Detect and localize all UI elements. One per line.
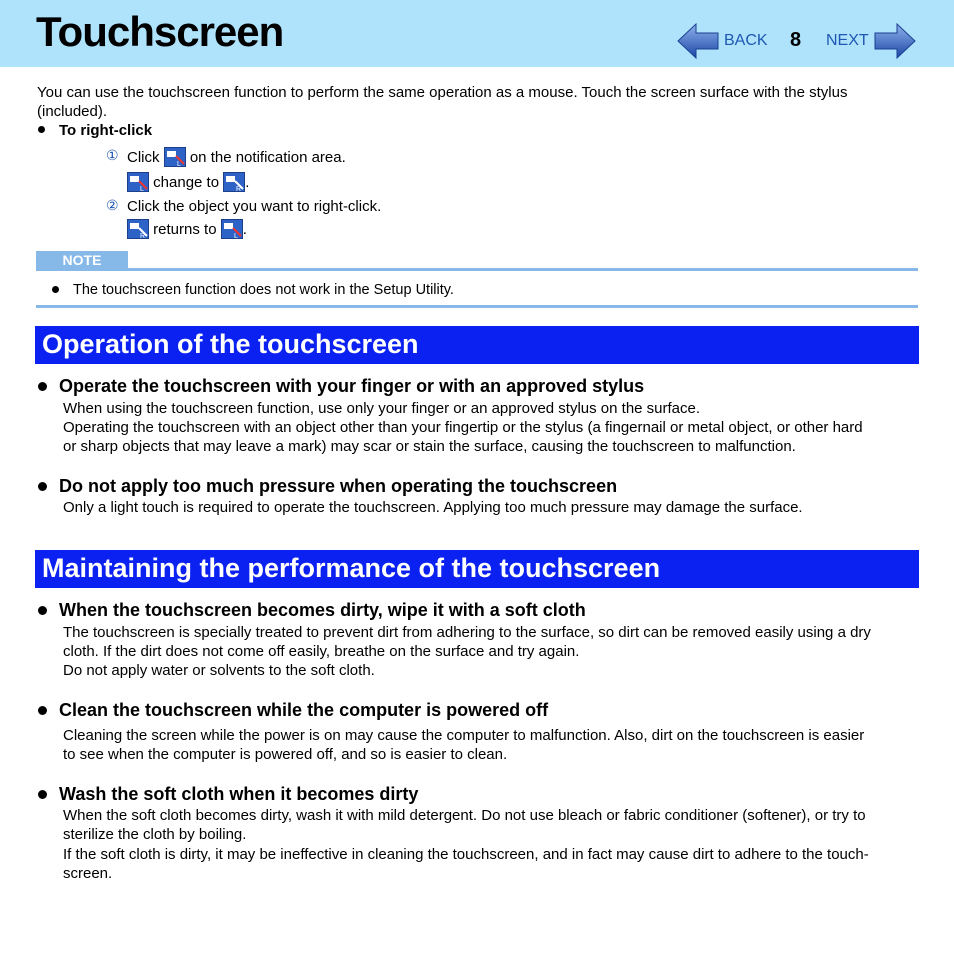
intro-line-1: You can use the touchscreen function to perform the same operation as a mouse. Touch the screen surface with the stylus — [37, 84, 848, 101]
maintain-item-1-heading: When the touchscreen becomes dirty, wipe it with a soft cloth — [59, 600, 586, 620]
intro-line-2: (included). — [37, 103, 108, 120]
right-click-heading: To right-click — [59, 122, 153, 139]
touch-left-click-icon — [221, 219, 243, 239]
svg-text:R: R — [140, 233, 146, 240]
step-1 — [127, 147, 346, 168]
maintain-item-3-line: If the soft cloth is dirty, it may be ineffective in cleaning the touchscreen, and in fact may cause dirt to adhere to the touch- — [63, 846, 869, 863]
note-label: NOTE — [36, 251, 128, 269]
page-number: 8 — [790, 29, 802, 51]
note-top-divider — [36, 268, 918, 271]
operation-item-1-line: When using the touchscreen function, use only your finger or an approved stylus on the surface. — [63, 400, 701, 417]
section-maintaining-title: Maintaining the performance of the touchscreen — [35, 550, 919, 588]
bullet-icon — [38, 382, 47, 391]
touch-left-click-icon — [127, 172, 149, 192]
note-item: The touchscreen function does not work in the Setup Utility. — [73, 282, 454, 298]
step-2-number: ② — [106, 197, 119, 213]
step-1-sub — [127, 172, 249, 193]
next-arrow-icon[interactable] — [873, 22, 917, 60]
maintain-item-3-line: screen. — [63, 865, 113, 882]
step-1-sub-after: . — [245, 174, 250, 191]
bullet-icon — [38, 790, 47, 799]
svg-text:L: L — [140, 186, 144, 193]
maintain-item-1-line: cloth. If the dirt does not come off easily, breathe on the surface and try again. — [63, 643, 580, 660]
bullet-icon — [38, 606, 47, 615]
operation-item-1-line: or sharp objects that may leave a mark) may scar or stain the surface, causing the touchscreen to malfunction. — [63, 438, 796, 455]
touch-right-click-icon — [127, 219, 149, 239]
maintain-item-1-line: Do not apply water or solvents to the soft cloth. — [63, 662, 375, 679]
maintain-item-3-line: sterilize the cloth by boiling. — [63, 826, 247, 843]
header-bar — [0, 0, 954, 67]
step-1-number: ① — [106, 147, 119, 163]
back-label[interactable]: BACK — [724, 32, 768, 49]
svg-text:L: L — [176, 161, 181, 168]
bullet-icon — [38, 126, 45, 133]
bullet-icon — [52, 286, 59, 293]
operation-item-2-line: Only a light touch is required to operate the touchscreen. Applying too much pressure may damage the surface. — [63, 499, 803, 516]
maintain-item-2-heading: Clean the touchscreen while the computer is powered off — [59, 700, 549, 720]
step-2-sub-before: returns to — [153, 221, 217, 238]
maintain-item-3-line: When the soft cloth becomes dirty, wash it with mild detergent. Do not use bleach or fabric conditioner (softener), or try to — [63, 807, 866, 824]
next-button[interactable] — [826, 22, 917, 60]
step-1-after: on the notification area. — [189, 149, 346, 166]
step-1-sub-before: change to — [153, 174, 220, 191]
maintain-item-3-heading: Wash the soft cloth when it becomes dirty — [59, 784, 419, 804]
section-operation-title: Operation of the touchscreen — [35, 326, 919, 364]
step-1-before: Click — [127, 149, 160, 166]
step-2-sub — [127, 219, 247, 240]
operation-item-1-heading: Operate the touchscreen with your finger or with an approved stylus — [59, 376, 645, 396]
maintain-item-2-line: to see when the computer is powered off, and so is easier to clean. — [63, 746, 508, 763]
maintain-item-2-line: Cleaning the screen while the power is on may cause the computer to malfunction. Also, dirt on the touchscreen is easier — [63, 727, 865, 744]
bullet-icon — [38, 706, 47, 715]
operation-item-2-heading: Do not apply too much pressure when operating the touchscreen — [59, 476, 618, 496]
page-title: Touchscreen — [36, 8, 284, 55]
next-label[interactable]: NEXT — [826, 32, 869, 49]
step-2-text: Click the object you want to right-click. — [127, 198, 382, 215]
operation-item-1-line: Operating the touchscreen with an object other than your fingertip or the stylus (a fingernail or metal object, or other hard — [63, 419, 863, 436]
touch-left-click-icon — [164, 147, 186, 167]
note-bottom-divider — [36, 305, 918, 308]
step-2-sub-after: . — [242, 221, 247, 238]
back-arrow-icon[interactable] — [676, 22, 720, 60]
svg-text:R: R — [236, 186, 242, 193]
svg-text:L: L — [233, 233, 238, 240]
touch-right-click-icon — [223, 172, 245, 192]
maintain-item-1-line: The touchscreen is specially treated to prevent dirt from adhering to the surface, so dirt can be removed easily using a dry — [63, 624, 871, 641]
bullet-icon — [38, 482, 47, 491]
back-button[interactable] — [676, 22, 768, 60]
